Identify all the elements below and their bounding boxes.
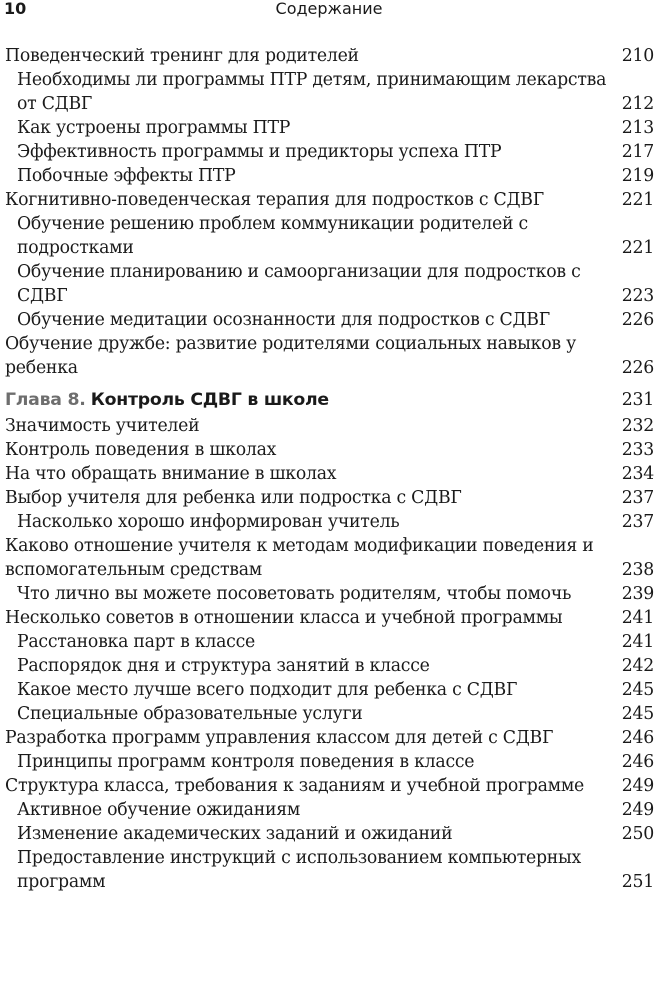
toc-subsection-entry [0, 702, 658, 726]
toc-page-number: 219 [621, 166, 654, 186]
toc-entry-title: Как устроены программы ПТР [17, 118, 291, 138]
toc-page-number: 232 [621, 416, 654, 436]
toc-subsection-entry [0, 308, 658, 332]
toc-entry-title: Обучение медитации осознанности для подростков с СДВГ [17, 310, 550, 330]
toc-page-number: 245 [621, 680, 654, 700]
toc-subsection-entry [0, 140, 658, 164]
chapter-heading-text [5, 388, 610, 412]
toc-page-number: 223 [621, 286, 654, 306]
toc-subsection-entry [0, 798, 658, 822]
toc-entry-title: Обучение решению проблем коммуникации родителей с подростками [17, 214, 528, 258]
toc-page-number: 250 [621, 824, 654, 844]
toc-entry-title: На что обращать внимание в школах [5, 464, 337, 484]
toc-entry-title: Изменение академических заданий и ожиданий [17, 824, 453, 844]
toc-entry-title: Обучение планированию и самоорганизации для подростков с СДВГ [17, 262, 581, 306]
toc-entry-title: Контроль поведения в школах [5, 440, 277, 460]
page-header [0, 0, 658, 24]
toc-subsection-entry [0, 630, 658, 654]
toc-page-number: 221 [621, 238, 654, 258]
toc-page-number: 241 [621, 608, 654, 628]
toc-entry-title: Побочные эффекты ПТР [17, 166, 236, 186]
toc-entry-title: Разработка программ управления классом для детей с СДВГ [5, 728, 554, 748]
toc-page-number: 226 [621, 358, 654, 378]
toc-section-entry [0, 774, 658, 798]
toc-entry-title: Эффективность программы и предикторы успеха ПТР [17, 142, 502, 162]
toc-entry-title: Обучение дружбе: развитие родителями социальных навыков у ребенка [5, 334, 577, 378]
toc-section-entry [0, 438, 658, 462]
toc-entry-title: Несколько советов в отношении класса и учебной программы [5, 608, 563, 628]
toc-section-entry [0, 534, 658, 582]
toc-chapter-heading [0, 388, 658, 412]
toc-page-number: 226 [621, 310, 654, 330]
toc-entry-title: Выбор учителя для ребенка или подростка с СДВГ [5, 488, 462, 508]
toc-entry-title: Что лично вы можете посоветовать родителям, чтобы помочь [17, 584, 572, 604]
toc-entry-title: Значимость учителей [5, 416, 200, 436]
toc-subsection-entry [0, 750, 658, 774]
toc-section-entry [0, 44, 658, 68]
toc-section-entry [0, 726, 658, 750]
toc-page-number: 246 [621, 752, 654, 772]
toc-entry-title: Специальные образовательные услуги [17, 704, 363, 724]
toc-section-entry [0, 462, 658, 486]
toc-section-entry [0, 414, 658, 438]
toc-subsection-entry [0, 678, 658, 702]
toc-subsection-entry [0, 582, 658, 606]
toc-page-number: 217 [621, 142, 654, 162]
toc-page-number: 221 [621, 190, 654, 210]
toc-entry-title: Какое место лучше всего подходит для ребенка с СДВГ [17, 680, 518, 700]
chapter-label: Глава 8. [5, 390, 86, 410]
toc-entry-title: Предоставление инструкций с использованием компьютерных программ [17, 848, 582, 892]
toc-page-number: 237 [621, 488, 654, 508]
toc-entry-title: Каково отношение учителя к методам модификации поведения и вспомогательным средствам [5, 536, 594, 580]
toc-entry-title: Когнитивно-поведенческая терапия для подростков с СДВГ [5, 190, 544, 210]
toc-entry-title: Расстановка парт в классе [17, 632, 255, 652]
toc-subsection-entry [0, 822, 658, 846]
toc-page-number: 212 [621, 94, 654, 114]
toc-page-number: 210 [621, 46, 654, 66]
toc-entry-title: Поведенческий тренинг для родителей [5, 46, 359, 66]
toc-subsection-entry [0, 510, 658, 534]
toc-entry-title: Структура класса, требования к заданиям и учебной программе [5, 776, 585, 796]
toc-page-number: 251 [621, 872, 654, 892]
running-title: Содержание [275, 0, 383, 18]
toc-subsection-entry [0, 846, 658, 894]
toc-page-number: 233 [621, 440, 654, 460]
toc-subsection-entry [0, 116, 658, 140]
toc-page-number: 245 [621, 704, 654, 724]
toc-page-number: 246 [621, 728, 654, 748]
toc-page-number: 242 [621, 656, 654, 676]
toc-entry-title: Активное обучение ожиданиям [17, 800, 301, 820]
toc-section-entry [0, 606, 658, 630]
toc-entry-title: Насколько хорошо информирован учитель [17, 512, 400, 532]
toc-section-entry [0, 486, 658, 510]
toc-section-entry [0, 332, 658, 380]
toc-page-number: 237 [621, 512, 654, 532]
toc-subsection-entry [0, 654, 658, 678]
toc-page-number: 231 [621, 390, 654, 410]
toc-page-number: 238 [621, 560, 654, 580]
toc-entry-title: Распорядок дня и структура занятий в классе [17, 656, 430, 676]
toc-subsection-entry [0, 212, 658, 260]
page-number: 10 [4, 0, 27, 18]
toc-page-number: 249 [621, 776, 654, 796]
toc-subsection-entry [0, 260, 658, 308]
table-of-contents [0, 44, 658, 894]
toc-subsection-entry [0, 164, 658, 188]
toc-page-number: 213 [621, 118, 654, 138]
toc-entry-title: Необходимы ли программы ПТР детям, принимающим лекарства от СДВГ [17, 70, 607, 114]
toc-subsection-entry [0, 68, 658, 116]
toc-page-number: 241 [621, 632, 654, 652]
chapter-title: Контроль СДВГ в школе [90, 390, 329, 410]
toc-section-entry [0, 188, 658, 212]
toc-page-number: 239 [621, 584, 654, 604]
toc-page-number: 249 [621, 800, 654, 820]
toc-entry-title: Принципы программ контроля поведения в классе [17, 752, 475, 772]
toc-page-number: 234 [621, 464, 654, 484]
